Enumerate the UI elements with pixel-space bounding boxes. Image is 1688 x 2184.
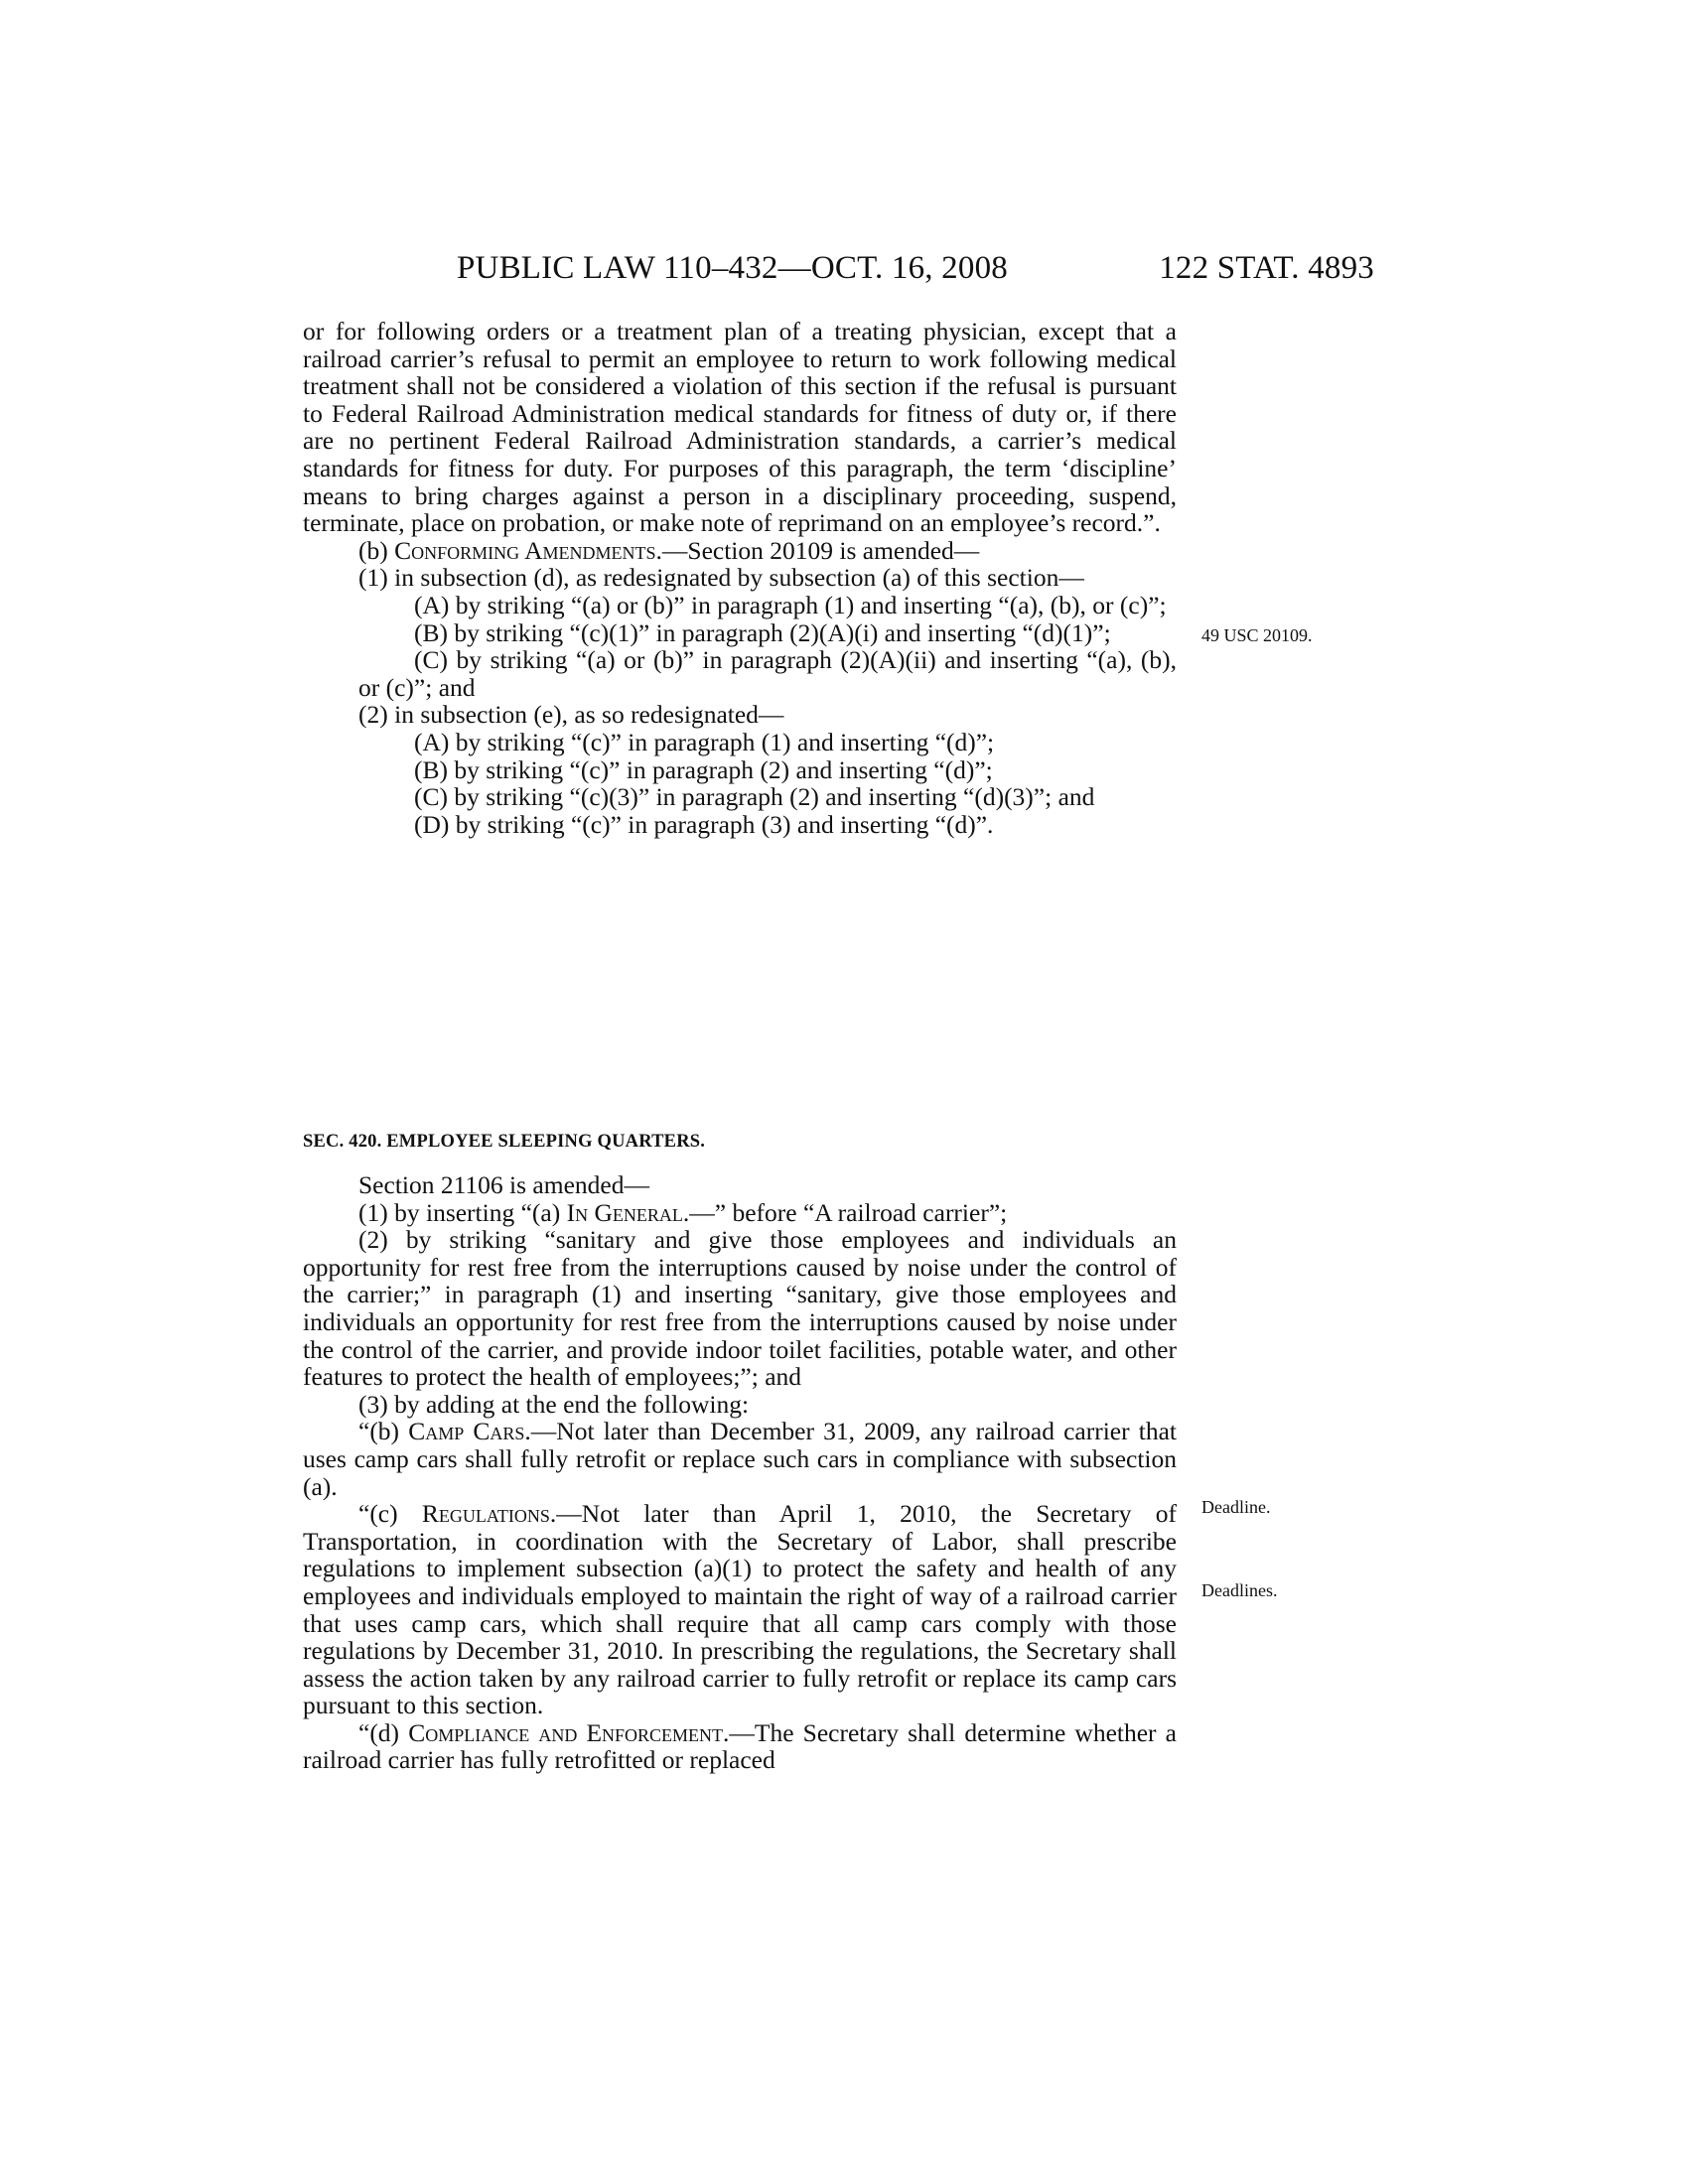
s420-item-3: (3) by adding at the end the following: [358, 1389, 750, 1419]
s420-item-1 [303, 1199, 1177, 1227]
compliance-label: “(d) [358, 1717, 409, 1747]
subsection-regulations [303, 1500, 1177, 1719]
s420-item-2: (2) by striking “sanitary and give those employees and individuals an opportunity for rest free from the interruptions caused by noise under the control of the carrier;” in paragraph (1) and inserting “sanitary, give those employees and individuals an opportunity for rest free from the interruptions caused by noise under the control of the carrier, and provide indoor toilet facilities, potable water, and other features to protect the health of employees;”; and [303, 1225, 1177, 1392]
subsection-camp-cars [303, 1418, 1177, 1500]
compliance-text: .—The Secretary shall determine whether a railroad carrier has fully retrofitted or replaced [303, 1717, 1177, 1775]
item-2A: (A) by striking “(c)” in paragraph (1) and inserting “(d)”; [414, 727, 995, 756]
camp-cars-text: .—Not later than December 31, 2009, any railroad carrier that uses camp cars shall fully retrofit or replace such cars in compliance with subsection (a). [303, 1417, 1178, 1501]
subsection-compliance [303, 1719, 1177, 1774]
subsection-b-text: .—Section 20109 is amended— [655, 535, 980, 565]
page-citation: 122 STAT. 4893 [1159, 250, 1374, 286]
camp-cars-heading: Camp Cars [408, 1417, 525, 1446]
s420-item-1-heading: In General [566, 1197, 683, 1227]
item-2B: (B) by striking “(c)” in paragraph (2) and inserting “(d)”; [414, 754, 993, 784]
camp-cars-label: “(b) [358, 1417, 409, 1446]
item-1: (1) in subsection (d), as redesignated by subsection (a) of this section— [358, 563, 1084, 593]
item-2C: (C) by striking “(c)(3)” in paragraph (2) and inserting “(d)(3)”; and [414, 782, 1095, 812]
text-block-section-420 [303, 1171, 1177, 1774]
subsection-b [303, 537, 1177, 565]
item-1C: (C) by striking “(a) or (b)” in paragraph (2)(A)(ii) and inserting “(a), (b), or (c)”; and [358, 645, 1177, 702]
subsection-b-label: (b) [358, 535, 395, 565]
regulations-text: .—Not later than April 1, 2010, the Secretary of Transportation, in coordination with the Secretary of Labor, shall prescribe regulations to implement subsection (a)(1) to protect the safety and health of any employees and individuals employed to maintain the right of way of a railroad carrier that uses camp cars, which shall require that all camp cars comply with those regulations by December 31, 2010. In prescribing the regulations, the Secretary shall assess the action taken by any railroad carrier to fully retrofit or replace its camp cars pursuant to this section. [303, 1499, 1177, 1720]
compliance-heading: Compliance and Enforcement [408, 1717, 724, 1747]
margin-note-deadline: Deadline. [1201, 1497, 1271, 1517]
item-1A: (A) by striking “(a) or (b)” in paragraph (1) and inserting “(a), (b), or (c)”; [414, 590, 1167, 619]
margin-note-deadlines: Deadlines. [1201, 1580, 1278, 1600]
regulations-heading: Regulations [421, 1499, 550, 1529]
subsection-b-heading: Conforming Amendments [394, 535, 656, 565]
section-heading: SEC. 420. EMPLOYEE SLEEPING QUARTERS. [303, 1132, 706, 1152]
section-intro: Section 21106 is amended— [358, 1170, 649, 1199]
s420-item-1-pre: (1) by inserting “(a) [358, 1197, 567, 1227]
item-1B: (B) by striking “(c)(1)” in paragraph (2)(A)(i) and inserting “(d)(1)”; [414, 617, 1111, 647]
text-block-amendments [303, 318, 1177, 838]
item-2: (2) in subsection (e), as so redesignated— [358, 700, 784, 730]
running-header-title: PUBLIC LAW 110–432—OCT. 16, 2008 [457, 250, 1008, 286]
regulations-label: “(c) [358, 1499, 422, 1529]
margin-note-usc: 49 USC 20109. [1201, 625, 1313, 645]
s420-item-1-post: .—” before “A railroad carrier”; [682, 1197, 1008, 1227]
item-2D: (D) by striking “(c)” in paragraph (3) and inserting “(d)”. [414, 809, 994, 839]
paragraph-continuation: or for following orders or a treatment plan of a treating physician, except that a railroad carrier’s refusal to permit an employee to return to work following medical treatment shall not be considered a violation of this section if the refusal is pursuant to Federal Railroad Administration medical standards for fitness of duty or, if there are no pertinent Federal Railroad Administration standards, a carrier’s medical standards for fitness for duty. For purposes of this paragraph, the term ‘discipline’ means to bring charges against a person in a disciplinary proceeding, suspend, terminate, place on probation, or make note of reprimand on an employee’s record.”. [303, 317, 1177, 538]
